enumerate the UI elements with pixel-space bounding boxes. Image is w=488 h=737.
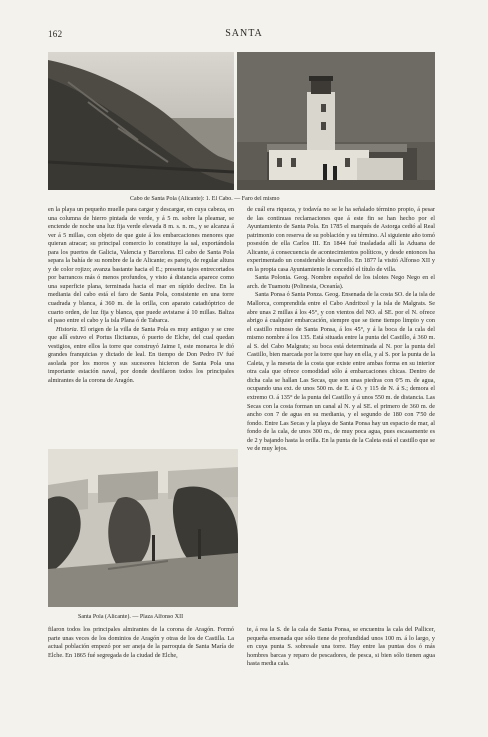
bottom-right-paragraph: te, á rea la S. de la cala de Santa Ponsa, se encuentra la cala del Pallicer, pequeña ensenada que sólo tiene de profundidad unos 100 m. á lo largo, y en cuya punta S. sobresale una torre. Hay entre las puntas dos ó más hombres barcas y reparo de pescadores, de pesca, si bien sólo tienen agua hasta media cala. bbox=[247, 626, 435, 668]
santa-polonia-entry: Santa Polonia. Geog. Nombre español de los islotes Nego Nego en el arch. de Tuamotu (Polinesia, Oceanía). bbox=[247, 274, 435, 290]
historia-label: Historia. bbox=[56, 325, 79, 333]
photo-plaza bbox=[48, 449, 238, 607]
photo-cape-cliff bbox=[48, 52, 234, 190]
page-title: SANTA bbox=[225, 28, 263, 39]
page-number: 162 bbox=[48, 29, 63, 39]
left-paragraph-2 bbox=[48, 326, 234, 386]
photo-lighthouse bbox=[237, 52, 435, 190]
top-photo-caption: Cabo de Santa Pola (Alicante): 1. El Cabo. — Faro del mismo bbox=[130, 196, 280, 202]
bottom-left-paragraph: filaron todos los principales almirantes de la corona de Aragón. Formó parte unas veces de los dominios de Aragón y otras de los de Castilla. La actual población empezó por ser aneja de la parroquia de Santa María de Elche. En 1865 fué segregada de la ciudad de Elche, bbox=[48, 626, 234, 659]
bottom-left-text bbox=[48, 626, 234, 692]
bottom-right-text bbox=[247, 626, 435, 692]
bottom-photo-caption: Santa Pola (Alicante). — Plaza Alfonso XII bbox=[78, 614, 184, 620]
cliff-illustration bbox=[48, 52, 234, 190]
santa-ponsa-entry: Santa Ponsa ó Santa Ponza. Geog. Ensenada de la costa SO. de la isla de Mallorca, comprendida entre el Cabo Andritxol y la isla de Malgrats. Se abre unas 2 millas á los 45°, y con vientos del NO. al SE. por el N. ofrece abrigo á cualquier embarcación, siempre que se tiene tiempo limpio y con el castillo ruinoso de Santa Ponsa, á los 45°, y á la boca de la cala del mismo nombre á los 135. Está situada entre la punta del Castillo, á 360 m. al S. del Cabo Malgrats; su boca está determinada al N. por la punta del Castillo, bien marcada por la torre que hay en ella, y al S. por la punta de la Caleta, y la meseta de la costa que existe entre ambas forma en su interior otra cala que ofrece comodidad sólo á embarcaciones chicas. Dentro de dicha cala se hallan Las Secas, que son unas piedras con 0'5 m. de agua, ocupando una ext. de unos 500 m. de E. á O. y 115 de N. á S.; demora el extremo O. á 135° de la punta del Castillo y á unos 550 m. de distancia. Las Secas con la costa forman un canal al N. y al SE. el primero de 360 m. de ancho con 7 de agua en su mediania, y el segundo de 180 con 7'50 de fondo. Entre Las Secas y la playa de Santa Ponsa hay un espacio de mar, al fondo de la cala, de unos 300 m., de muy poca agua, pues escasamente es de 2 y bajando hasta la orilla. En la punta de la Caleta está el castillo que se ve de muy lejos. bbox=[247, 291, 435, 453]
right-paragraph-1: de cuál era riqueza, y todavía no se le ha señalado término propio, á pesar de las continuas reclamaciones que á este fin se han hecho por el Ayuntamiento de Santa Pola. En 1785 el marqués de Astorga cedió al Real patrimonio con reserva de su población y su término. Al siguiente año tomó posesión de ella Carlos III. En 1844 fué trasladada allí la Aduana de Alicante, á consecuencia de acontecimientos políticos, y desde entonces ha experimentado un considerable desarrollo. En 1877 la visitó Alfonso XII y en la propia casa Ayuntamiento le concedió el título de villa. bbox=[247, 206, 435, 273]
right-column-text bbox=[247, 206, 435, 692]
left-paragraph-1: en la playa un pequeño muelle para cargar y descargar, en cuya cabeza, en una columna de hierro pintada de verde, y á 5 m. sobre la pleamar, se enciende de noche una luz fija verde elevada 8 m. s. n. m., y se alcanza á ver á 5 millas, con objeto de que guie á los embarcaciones menores que quieran atracar; su principal comercio lo constituye la sal, exportándola para los puertos de Galicia, Valencia y Barcelona. El cabo de Santa Pola separa la bahía de su nombre de la de Alicante; es parejo, de regular altura y de color rojizo; avanza bastante hacia el E.; presenta tajos entrecortados por barrancos más ó menos profundos, y visto á distancia aparece como una superficie plana, terminada hacia el mar en rápido declive. En la mediania del cabo está el faro de Santa Pola, consistente en una torre cuadrada y blanca, á 360 m. de la orilla, con aparato catadióptrico de cuarto orden, de luz fija y blanca, que puede avistarse á 10 millas. Baliza el paso entre el cabo y la isla Plana ó de Tabarca. bbox=[48, 206, 234, 325]
lighthouse-illustration bbox=[237, 52, 435, 190]
plaza-illustration bbox=[48, 449, 238, 607]
historia-text: El origen de la villa de Santa Pola es muy antiguo y se cree que allí estuvo el Portus Ilicitanus, ó puerto de Elche, del cual quedan vestigios, entre ellos la torre que construyó Jaime I, este monarca le dió grandes franquicias y dictado de leal. En tiempo de Don Pedro IV fué asolada por los moros y sus sucesores hicieron de Santa Pola una importante estación naval, por donde desfilaron todos los principales almirantes de la corona de Aragón. bbox=[48, 325, 234, 384]
left-column-text bbox=[48, 206, 234, 444]
